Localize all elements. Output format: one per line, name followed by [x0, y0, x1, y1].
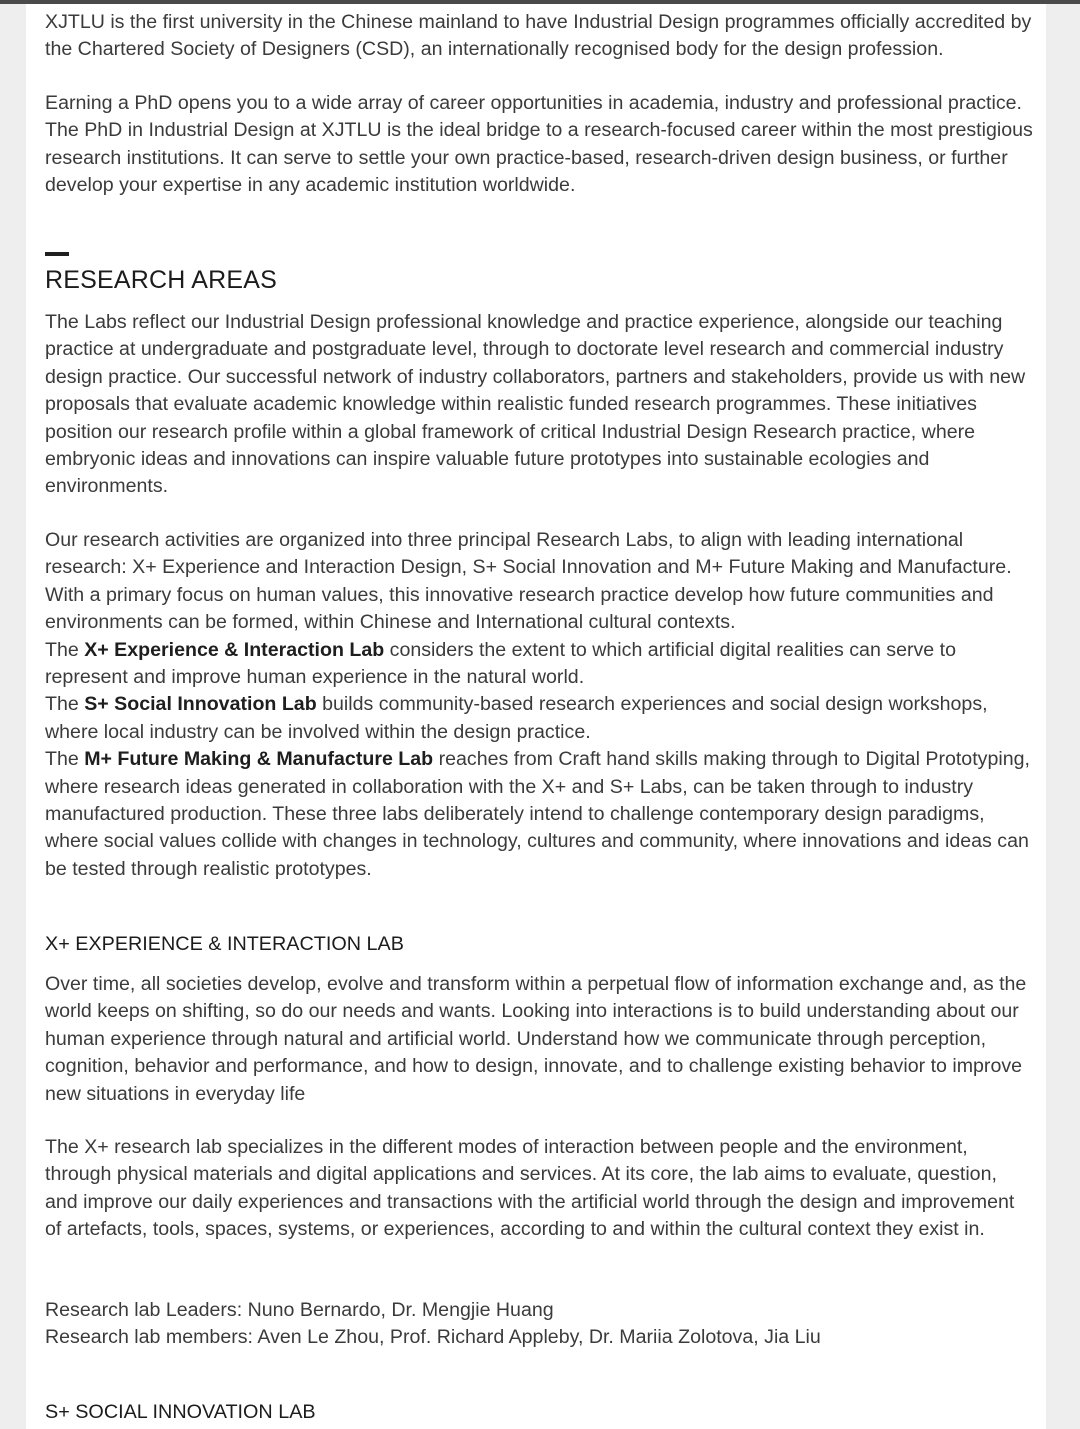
s-lab-prefix: The — [45, 693, 85, 716]
m-lab-description — [45, 746, 1035, 883]
x-plus-lab-paragraph-2: The X+ research lab specializes in the different modes of interaction between people and the environment, through physical materials and digital applications and services. At its core, the lab aims to evaluate, question, and improve our daily experiences and transactions with the artificial world through the design and improvement of artefacts, tools, spaces, systems, or experiences, according to and within the cultural context they exist in. — [45, 1136, 1015, 1241]
x-lab-name: X+ Experience & Interaction Lab — [84, 638, 385, 661]
research-areas-heading: RESEARCH AREAS — [45, 266, 278, 294]
x-plus-lab-heading: X+ EXPERIENCE & INTERACTION LAB — [45, 933, 404, 955]
m-lab-name: M+ Future Making & Manufacture Lab — [84, 748, 434, 771]
x-plus-lab-members: Research lab members: Aven Le Zhou, Prof. Richard Appleby, Dr. Mariia Zolotova, Jia Liu — [45, 1326, 821, 1349]
x-lab-text: considers the extent to which artificial digital realities can serve to represent and improve human experience in the natural world. — [45, 638, 956, 689]
s-lab-text: builds community-based research experiences and social design workshops, where local industry can be involved within the design practice. — [45, 693, 988, 743]
x-lab-prefix: The — [45, 638, 85, 661]
x-plus-lab-people — [45, 1297, 821, 1352]
research-areas-paragraph: The Labs reflect our Industrial Design professional knowledge and practice experience, alongside our teaching practice at undergraduate and postgraduate level, through to doctorate level research and commercial industry design practice. Our successful network of industry collaborators, partners and stakeholders, provide us with new proposals that evaluate academic knowledge within realistic funded research programmes. These initiatives position our research profile within a global framework of critical Industrial Design Research practice, where embryonic ideas and innovations can inspire valuable future prototypes into sustainable ecologies and environments. — [45, 311, 1026, 498]
m-lab-text: reaches from Craft hand skills making through to Digital Prototyping, where research ideas generated in collaboration with the X+ and S+ Labs, can be taken through to industry manufactured production. These three labs deliberately intend to challenge contemporary design paradigms, where social values collide with changes in technology, cultures and community, where innovations and ideas can be tested through realistic prototypes. — [45, 748, 1030, 880]
m-lab-prefix: The — [45, 748, 85, 771]
intro-paragraph-accreditation: XJTLU is the first university in the Chinese mainland to have Industrial Design programmes officially accredited by the Chartered Society of Designers (CSD), an internationally recognised body for the design profession. — [45, 11, 1032, 61]
section-dash — [45, 252, 69, 256]
x-plus-lab-leaders: Research lab Leaders: Nuno Bernardo, Dr. Mengjie Huang — [45, 1299, 554, 1321]
s-lab-description — [45, 691, 1035, 746]
article-page — [26, 4, 1046, 1429]
research-labs-block — [45, 527, 1035, 883]
x-plus-lab-paragraph-1: Over time, all societies develop, evolve and transform within a perpetual flow of information exchange and, as the world keeps on shifting, so do our needs and wants. Looking into interactions is to build understanding about our human experience through natural and artificial world. Understand how we communicate through perception, cognition, behavior and performance, and how to design, innovate, and to challenge existing behavior to improve new situations in everyday life — [45, 973, 1027, 1105]
research-labs-paragraph: Our research activities are organized into three principal Research Labs, to align with leading international research: X+ Experience and Interaction Design, S+ Social Innovation and M+ Future Making and Manufacture. With a primary focus on human values, this innovative research practice develop how future communities and environments can be formed, within Chinese and International cultural contexts. — [45, 529, 1012, 634]
x-lab-description — [45, 637, 1035, 692]
s-plus-lab-heading: S+ SOCIAL INNOVATION LAB — [45, 1401, 316, 1423]
s-lab-name: S+ Social Innovation Lab — [84, 693, 317, 716]
intro-paragraph-career: Earning a PhD opens you to a wide array of career opportunities in academia, industry and professional practice. The PhD in Industrial Design at XJTLU is the ideal bridge to a research-focused career within the most prestigious research institutions. It can serve to settle your own practice-based, research-driven design business, or further develop your expertise in any academic institution worldwide. — [45, 92, 1033, 197]
